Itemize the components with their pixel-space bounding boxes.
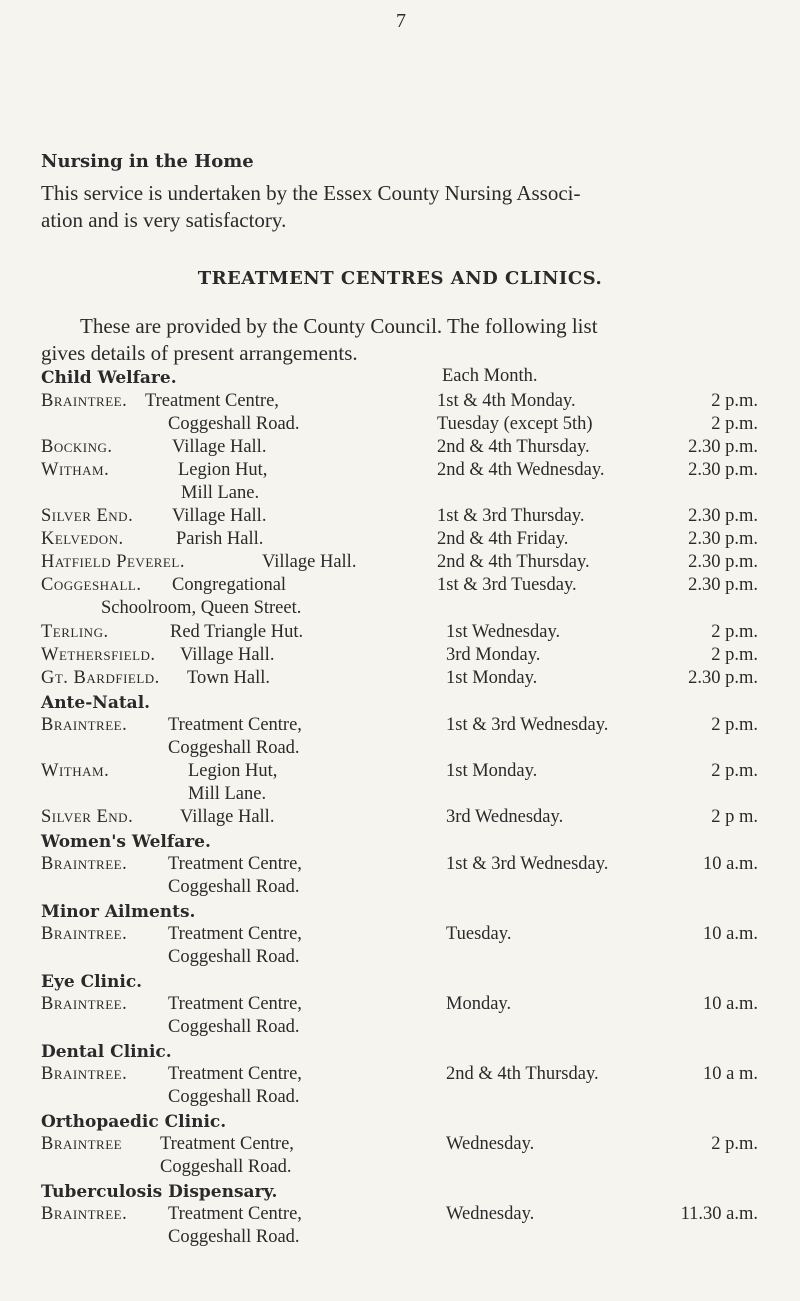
day: 1st & 3rd Wednesday. [446, 715, 609, 735]
venue: Treatment Centre, [168, 994, 302, 1014]
intro-line2: gives details of present arrangements. [41, 341, 358, 365]
time: 2 p.m. [711, 645, 758, 665]
venue: Legion Hut, [188, 761, 278, 781]
day: 1st & 3rd Wednesday. [446, 854, 609, 874]
venue: Coggeshall Road. [168, 877, 300, 897]
place: Witham. [41, 460, 110, 480]
day: Monday. [446, 994, 512, 1014]
day: 1st Monday. [446, 668, 538, 688]
venue: Schoolroom, Queen Street. [101, 598, 302, 618]
time: 10 a.m. [703, 924, 758, 944]
venue: Treatment Centre, [168, 715, 302, 735]
ante-natal-heading: Ante-Natal. [41, 693, 151, 713]
time: 2 p.m. [711, 622, 758, 642]
day: 1st & 3rd Tuesday. [437, 575, 577, 595]
day: 2nd & 4th Thursday. [446, 1064, 599, 1084]
page-number: 7 [396, 10, 406, 32]
venue: Village Hall. [180, 645, 275, 665]
nursing-text-line2: ation and is very satisfactory. [41, 208, 287, 232]
place: Witham. [41, 761, 110, 781]
place: Wethersfield. [41, 645, 156, 665]
time: 2 p m. [711, 807, 758, 827]
place: Kelvedon. [41, 529, 124, 549]
place: Braintree. [41, 994, 128, 1014]
time: 2 p.m. [711, 391, 758, 411]
venue: Coggeshall Road. [160, 1157, 292, 1177]
time: 2.30 p.m. [688, 437, 758, 457]
day: 3rd Monday. [446, 645, 541, 665]
venue: Red Triangle Hut. [170, 622, 304, 642]
time: 2.30 p.m. [688, 552, 758, 572]
day: 3rd Wednesday. [446, 807, 564, 827]
time: 10 a.m. [703, 994, 758, 1014]
venue: Coggeshall Road. [168, 414, 300, 434]
day: 1st Monday. [446, 761, 538, 781]
orthopaedic-clinic-heading: Orthopaedic Clinic. [41, 1112, 227, 1132]
place: Braintree. [41, 924, 128, 944]
eye-clinic-heading: Eye Clinic. [41, 972, 143, 992]
venue: Coggeshall Road. [168, 738, 300, 758]
venue: Treatment Centre, [168, 924, 302, 944]
day: 2nd & 4th Thursday. [437, 552, 590, 572]
child-welfare-heading: Child Welfare. [41, 368, 177, 388]
venue: Village Hall. [172, 437, 267, 457]
venue: Coggeshall Road. [168, 947, 300, 967]
place: Silver End. [41, 807, 134, 827]
venue: Mill Lane. [188, 784, 267, 804]
venue: Coggeshall Road. [168, 1087, 300, 1107]
place: Gt. Bardfield. [41, 668, 160, 688]
time: 2 p.m. [711, 715, 758, 735]
time: 2 p.m. [711, 414, 758, 434]
minor-ailments-heading: Minor Ailments. [41, 902, 196, 922]
time: 2.30 p.m. [688, 575, 758, 595]
venue: Village Hall. [172, 506, 267, 526]
time: 2.30 p.m. [688, 529, 758, 549]
time: 2.30 p.m. [688, 460, 758, 480]
venue: Coggeshall Road. [168, 1227, 300, 1247]
time: 2 p.m. [711, 1134, 758, 1154]
intro-line1: These are provided by the County Council. The following list [80, 314, 598, 338]
place: Terling. [41, 622, 109, 642]
place: Silver End. [41, 506, 134, 526]
day: 1st & 4th Monday. [437, 391, 576, 411]
nursing-heading: Nursing in the Home [41, 151, 254, 172]
womens-welfare-heading: Women's Welfare. [41, 832, 211, 852]
tuberculosis-dispensary-heading: Tuberculosis Dispensary. [41, 1182, 278, 1202]
page-title: TREATMENT CENTRES AND CLINICS. [197, 268, 603, 289]
place: Braintree. [41, 1204, 128, 1224]
day: Wednesday. [446, 1204, 535, 1224]
day: 2nd & 4th Thursday. [437, 437, 590, 457]
venue: Mill Lane. [181, 483, 260, 503]
day: Tuesday. [446, 924, 512, 944]
day: 2nd & 4th Wednesday. [437, 460, 605, 480]
nursing-text-line1: This service is undertaken by the Essex County Nursing Associ- [41, 181, 581, 205]
place: Braintree. [41, 1064, 128, 1084]
venue: Congregational [172, 575, 287, 595]
day: Wednesday. [446, 1134, 535, 1154]
place: Bocking. [41, 437, 113, 457]
venue: Parish Hall. [176, 529, 264, 549]
day: 2nd & 4th Friday. [437, 529, 569, 549]
venue: Village Hall. [262, 552, 357, 572]
venue: Legion Hut, [178, 460, 268, 480]
venue: Village Hall. [180, 807, 275, 827]
time: 2.30 p.m. [688, 668, 758, 688]
day: 1st Wednesday. [446, 622, 561, 642]
time: 2 p.m. [711, 761, 758, 781]
venue: Treatment Centre, [168, 1204, 302, 1224]
time: 11.30 a.m. [680, 1204, 758, 1224]
day: Tuesday (except 5th) [437, 414, 593, 434]
day: 1st & 3rd Thursday. [437, 506, 585, 526]
place: Coggeshall. [41, 575, 142, 595]
venue: Treatment Centre, [168, 1064, 302, 1084]
time: 2.30 p.m. [688, 506, 758, 526]
venue: Coggeshall Road. [168, 1017, 300, 1037]
venue: Treatment Centre, [168, 854, 302, 874]
dental-clinic-heading: Dental Clinic. [41, 1042, 172, 1062]
each-month-label: Each Month. [442, 366, 538, 386]
place: Braintree. [41, 854, 128, 874]
place: Braintree. [41, 391, 128, 411]
time: 10 a.m. [703, 854, 758, 874]
venue: Treatment Centre, [160, 1134, 294, 1154]
venue: Treatment Centre, [145, 391, 279, 411]
time: 10 a m. [703, 1064, 758, 1084]
place: Braintree [41, 1134, 123, 1154]
place: Braintree. [41, 715, 128, 735]
place: Hatfield Peverel. [41, 552, 185, 572]
venue: Town Hall. [187, 668, 270, 688]
